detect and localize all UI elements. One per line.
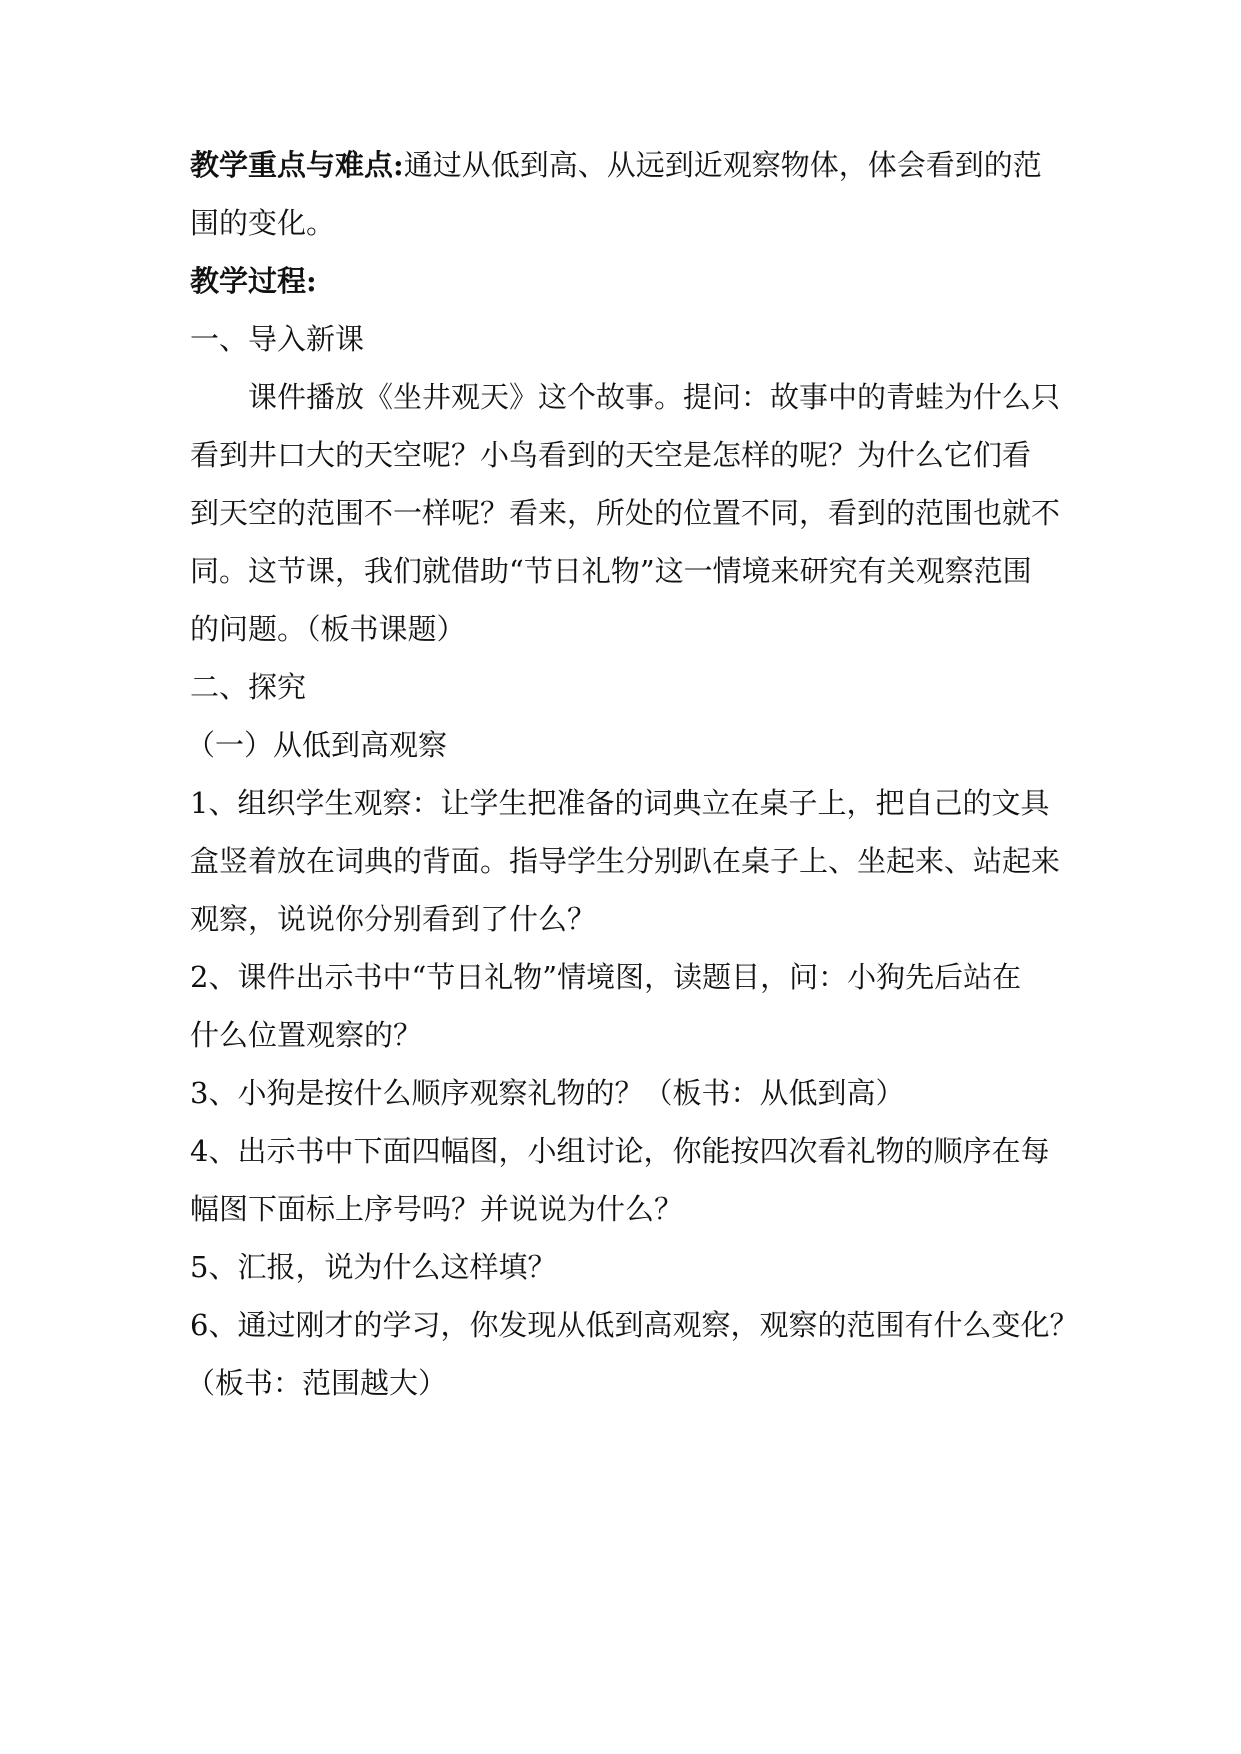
step-6-line-1: 6、通过刚才的学习，你发现从低到高观察，观察的范围有什么变化？ [190, 1308, 1079, 1342]
step-1-line-2: 盒竖着放在词典的背面。指导学生分别趴在桌子上、坐起来、站起来 [190, 844, 1061, 878]
focus-paragraph-line-1 [190, 145, 1070, 185]
intro-line-1: 课件播放《坐井观天》这个故事。提问：故事中的青蛙为什么只 [248, 380, 1061, 414]
intro-line-3: 到天空的范围不一样呢？看来，所处的位置不同，看到的范围也就不 [190, 496, 1061, 530]
intro-line-2: 看到井口大的天空呢？小鸟看到的天空是怎样的呢？为什么它们看 [190, 438, 1032, 472]
step-5: 5、汇报，说为什么这样填？ [190, 1250, 557, 1284]
document-page [186, 0, 1079, 1754]
step-2-line-2: 什么位置观察的？ [190, 1018, 423, 1052]
section-2-title: 二、探究 [190, 670, 307, 704]
step-1-line-3: 观察，说说你分别看到了什么？ [190, 902, 597, 936]
intro-line-5: 的问题。（板书课题） [190, 612, 466, 646]
step-1-line-1: 1、组织学生观察：让学生把准备的词典立在桌子上，把自己的文具 [190, 786, 1050, 820]
focus-text: 通过从低到高、从远到近观察物体，体会看到的范 [403, 148, 1042, 182]
focus-paragraph-line-2: 围的变化。 [190, 206, 336, 240]
step-6-line-2: （板书：范围越大） [186, 1366, 448, 1400]
step-3: 3、小狗是按什么顺序观察礼物的？（板书：从低到高） [190, 1076, 905, 1110]
focus-label: 教学重点与难点: [190, 148, 404, 182]
intro-line-4: 同。这节课，我们就借助“节日礼物”这一情境来研究有关观察范围 [190, 554, 1032, 588]
step-4-line-2: 幅图下面标上序号吗？并说说为什么？ [190, 1192, 684, 1226]
step-4-line-1: 4、出示书中下面四幅图，小组讨论，你能按四次看礼物的顺序在每 [190, 1134, 1050, 1168]
process-heading: 教学过程: [190, 264, 317, 298]
step-2-line-1: 2、课件出示书中“节日礼物”情境图，读题目，问：小狗先后站在 [190, 960, 1022, 994]
subsection-1-title: （一）从低到高观察 [186, 728, 448, 762]
section-1-title: 一、导入新课 [190, 322, 365, 356]
